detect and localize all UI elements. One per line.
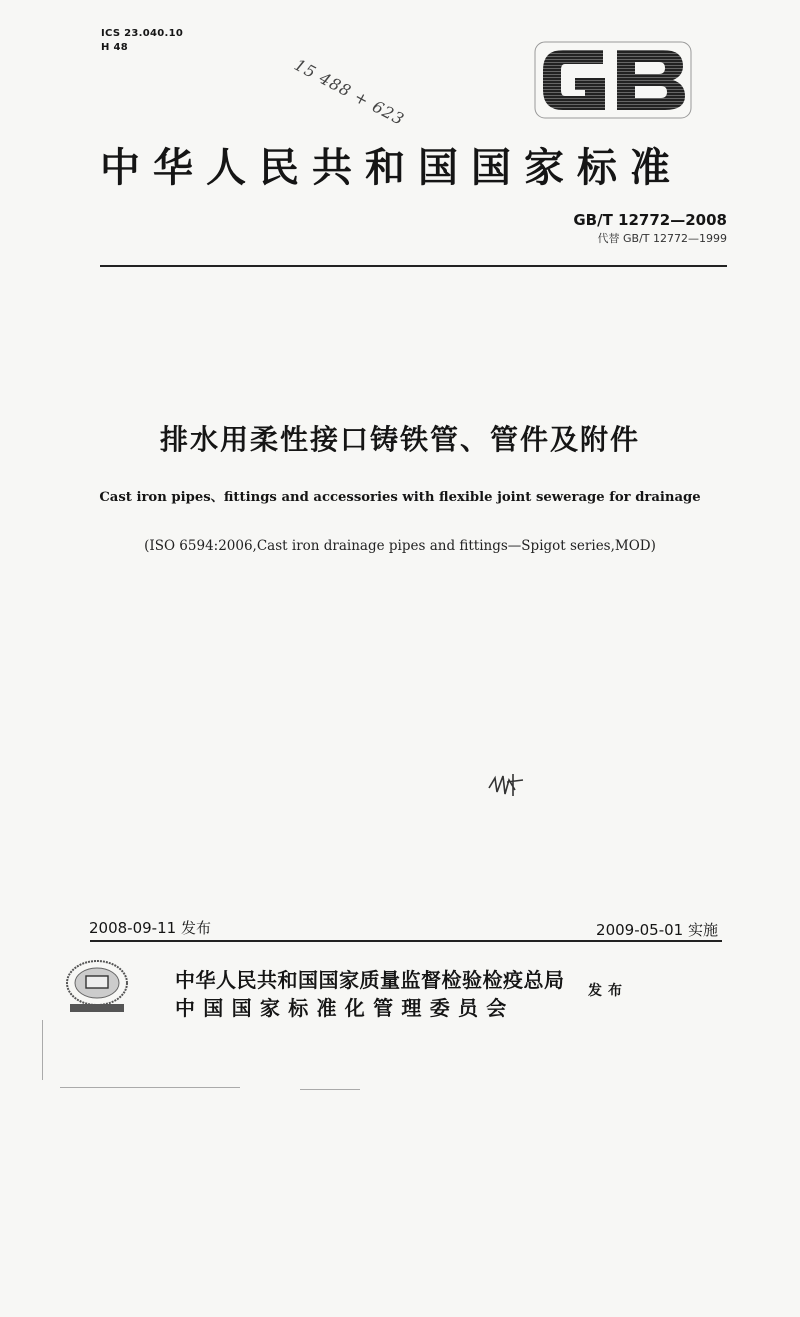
implementation-date: 2009-05-01 实施 (596, 921, 718, 939)
ics-code: ICS 23.040.10 (101, 28, 184, 39)
issuer-sac: 中国国家标准化管理委员会 (175, 996, 515, 1020)
standard-code: GB/T 12772—2008 (573, 211, 727, 229)
chinese-title: 排水用柔性接口铸铁管、管件及附件 (159, 423, 640, 456)
ics-code-block (101, 27, 183, 55)
official-seal-icon (62, 957, 132, 1017)
scribble-mark-icon (487, 770, 527, 800)
category-code: H 48 (101, 42, 128, 53)
scan-artifact (300, 1089, 360, 1090)
publish-date: 2008-09-11 发布 (89, 919, 211, 937)
footer-divider (90, 940, 722, 942)
issuer-aqsiq: 中华人民共和国国家质量监督检验检疫总局 (175, 968, 565, 992)
scan-artifact (60, 1087, 240, 1088)
issue-label: 发布 (588, 983, 628, 999)
scan-artifact (42, 1020, 43, 1080)
gb-logo-icon (533, 40, 693, 120)
handwritten-note: 15 488 + 623 (291, 55, 408, 130)
header-divider (100, 265, 727, 267)
iso-reference: (ISO 6594:2006,Cast iron drainage pipes and fittings—Spigot series,MOD) (144, 538, 656, 554)
english-title: Cast iron pipes、fittings and accessories with flexible joint sewerage for drainage (99, 490, 701, 505)
replaced-standard: 代替 GB/T 12772—1999 (597, 232, 727, 245)
national-standard-title: 中华人民共和国国家标准 (100, 144, 683, 191)
